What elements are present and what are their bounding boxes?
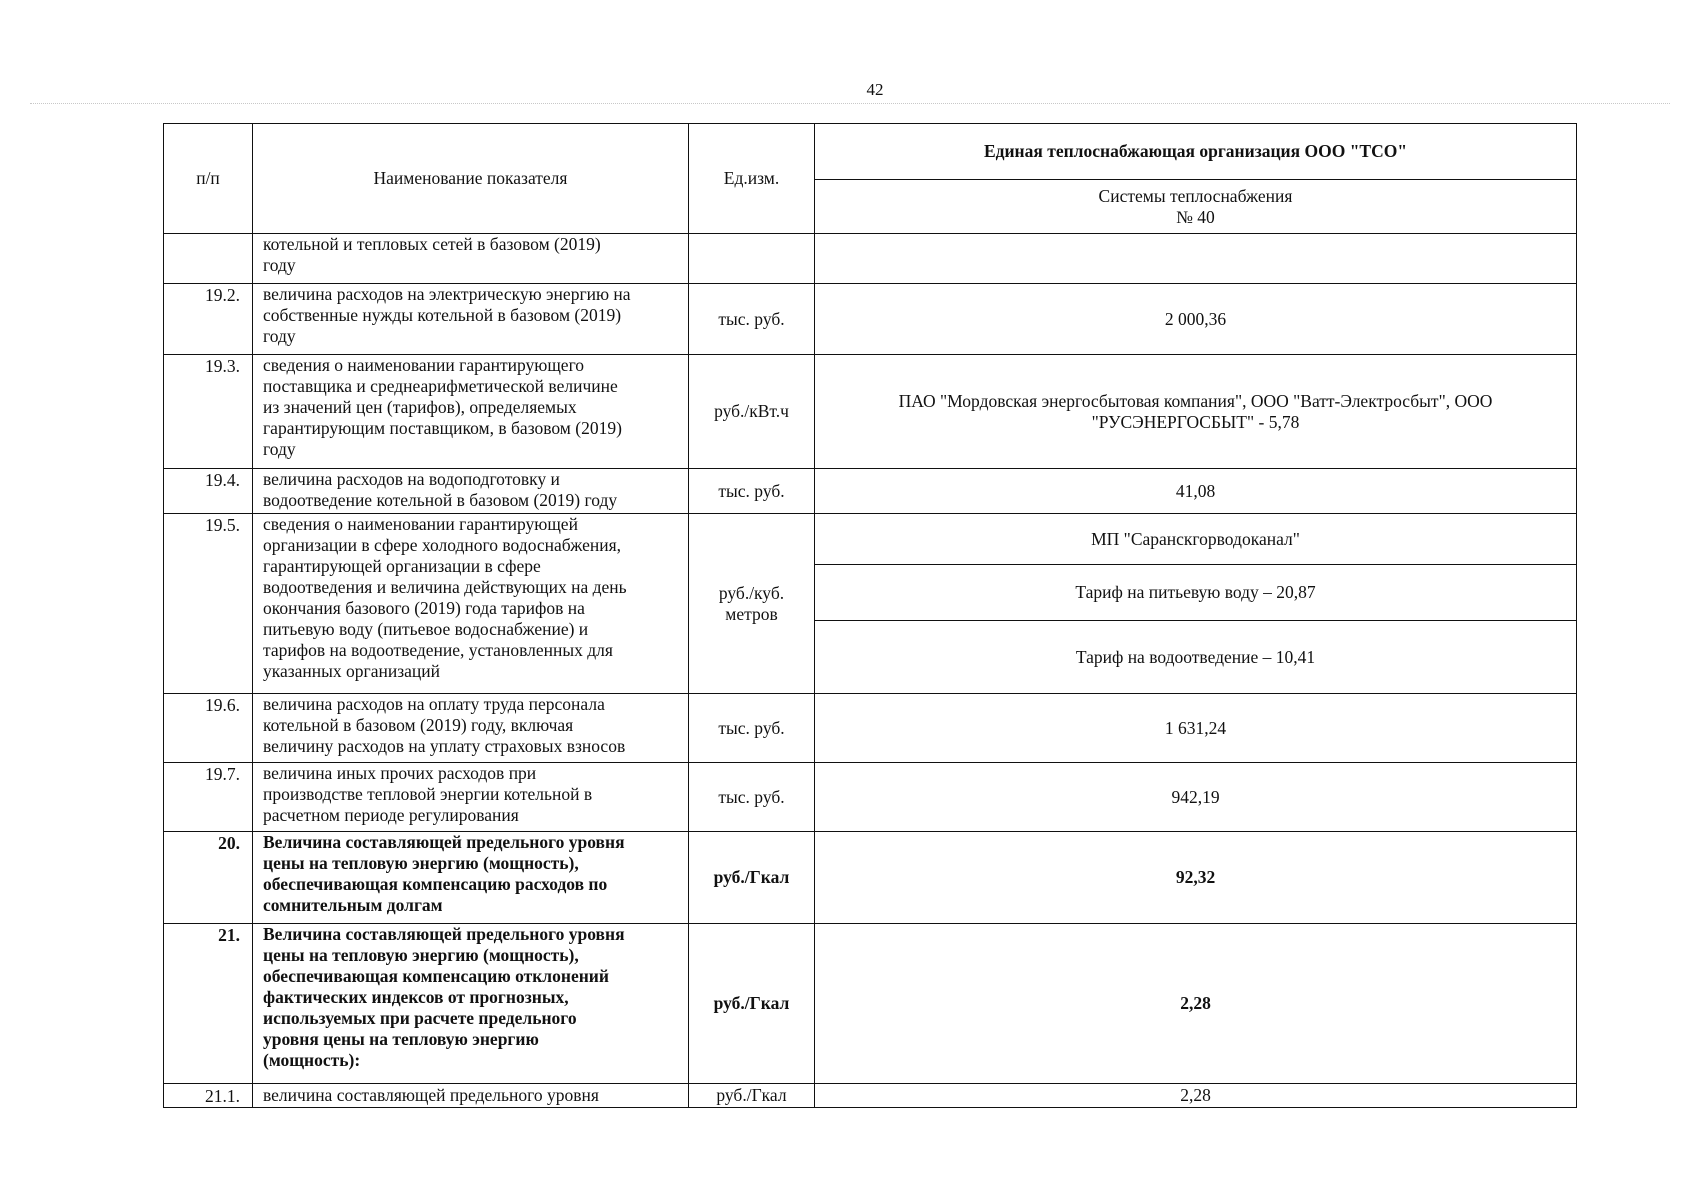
indicator-name-line: организации в сфере холодного водоснабжения, xyxy=(263,535,622,555)
row-indicator-name xyxy=(253,1084,689,1108)
row-unit: тыс. руб. xyxy=(689,763,815,832)
value-line: 1 631,24 xyxy=(1164,717,1227,738)
indicator-name-line: обеспечивающая компенсацию отклонений xyxy=(263,966,609,986)
row-value xyxy=(815,763,1577,832)
indicator-name-line: Величина составляющей предельного уровня xyxy=(263,924,625,944)
indicator-name-line: цены на тепловую энергию (мощность), xyxy=(263,945,579,965)
row-number: 19.4. xyxy=(164,469,253,514)
table-row xyxy=(164,694,1577,763)
row-value xyxy=(815,1084,1577,1108)
indicator-name-line: обеспечивающая компенсацию расходов по xyxy=(263,874,608,894)
row-unit: тыс. руб. xyxy=(689,694,815,763)
header-col-num: п/п xyxy=(164,124,253,234)
row-value xyxy=(815,284,1577,355)
indicator-name-line: водоотведение котельной в базовом (2019) году xyxy=(263,490,618,510)
indicator-name-line: величина составляющей предельного уровня xyxy=(263,1085,599,1105)
row-number: 21.1. xyxy=(164,1084,253,1108)
value-line: 41,08 xyxy=(1175,480,1216,501)
indicator-name-line: году xyxy=(263,255,296,275)
row-unit: тыс. руб. xyxy=(689,284,815,355)
value-line: ПАО "Мордовская энергосбытовая компания", ООО "Ватт-Электросбыт", ООО xyxy=(898,390,1493,411)
row-number: 19.3. xyxy=(164,355,253,469)
row-number: 21. xyxy=(164,924,253,1084)
value-line: 2,28 xyxy=(1180,993,1211,1013)
indicator-name-line: водоотведения и величина действующих на день xyxy=(263,577,627,597)
unit-line: метров xyxy=(725,603,778,624)
indicator-name-line: Величина составляющей предельного уровня xyxy=(263,832,625,852)
indicator-name-line: производстве тепловой энергии котельной в xyxy=(263,784,593,804)
header-row-1 xyxy=(164,124,1577,180)
indicator-name-line: уровня цены на тепловую энергию xyxy=(263,1029,539,1049)
row-value: Тариф на водоотведение – 10,41 xyxy=(815,621,1577,694)
indicator-name-line: году xyxy=(263,326,296,346)
row-number xyxy=(164,234,253,284)
indicator-name-line: питьевую воду (питьевое водоснабжение) и xyxy=(263,619,589,639)
scan-artifact-line xyxy=(30,103,1670,104)
header-col-name: Наименование показателя xyxy=(253,124,689,234)
row-number: 19.6. xyxy=(164,694,253,763)
table-row xyxy=(164,234,1577,284)
table-row xyxy=(164,355,1577,469)
row-number: 20. xyxy=(164,832,253,924)
row-value xyxy=(815,832,1577,924)
indicator-name-line: фактических индексов от прогнозных, xyxy=(263,987,569,1007)
row-number: 19.2. xyxy=(164,284,253,355)
indicator-name-line: сведения о наименовании гарантирующей xyxy=(263,514,578,534)
value-line: 2 000,36 xyxy=(1164,308,1227,329)
page-number: 42 xyxy=(866,80,884,99)
indicator-name-line: используемых при расчете предельного xyxy=(263,1008,577,1028)
row-indicator-name xyxy=(253,924,689,1084)
row-indicator-name xyxy=(253,469,689,514)
table-row xyxy=(164,284,1577,355)
row-indicator-name xyxy=(253,694,689,763)
indicator-name-line: котельной и тепловых сетей в базовом (2019) xyxy=(263,234,601,254)
indicator-name-line: цены на тепловую энергию (мощность), xyxy=(263,853,579,873)
indicator-name-line: расчетном периоде регулирования xyxy=(263,805,519,825)
row-value xyxy=(815,355,1577,469)
indicator-name-line: указанных организаций xyxy=(263,661,440,681)
table-row xyxy=(164,763,1577,832)
header-system-line-2: № 40 xyxy=(1176,206,1215,227)
row-indicator-name xyxy=(253,763,689,832)
row-number: 19.7. xyxy=(164,763,253,832)
indicator-name-line: из значений цен (тарифов), определяемых xyxy=(263,397,577,417)
value-line: "РУСЭНЕРГОСБЫТ" - 5,78 xyxy=(1091,411,1300,432)
row-unit: руб./Гкал xyxy=(689,1084,815,1108)
indicator-name-line: (мощность): xyxy=(263,1050,361,1070)
indicator-name-line: величину расходов на уплату страховых взносов xyxy=(263,736,626,756)
row-value xyxy=(815,694,1577,763)
indicator-name-line: величина расходов на электрическую энергию на xyxy=(263,284,631,304)
row-unit xyxy=(689,514,815,694)
row-value xyxy=(815,234,1577,284)
row-number: 19.5. xyxy=(164,514,253,694)
header-col-unit: Ед.изм. xyxy=(689,124,815,234)
row-value xyxy=(815,924,1577,1084)
indicator-name-line: гарантирующим поставщиком, в базовом (2019) xyxy=(263,418,622,438)
row-unit: руб./кВт.ч xyxy=(689,355,815,469)
table-row xyxy=(164,514,1577,565)
indicator-name-line: величина расходов на оплату труда персонала xyxy=(263,694,605,714)
table-body xyxy=(164,234,1577,1108)
row-indicator-name xyxy=(253,832,689,924)
table-row xyxy=(164,1084,1577,1108)
indicator-name-line: году xyxy=(263,439,296,459)
row-value: Тариф на питьевую воду – 20,87 xyxy=(815,565,1577,621)
indicator-name-line: гарантирующей организации в сфере xyxy=(263,556,541,576)
table-row xyxy=(164,924,1577,1084)
indicator-name-line: котельной в базовом (2019) году, включая xyxy=(263,715,574,735)
row-indicator-name xyxy=(253,514,689,694)
indicator-name-line: поставщика и среднеарифметической величине xyxy=(263,376,618,396)
row-unit xyxy=(689,234,815,284)
indicator-name-line: сведения о наименовании гарантирующего xyxy=(263,355,585,375)
table-row xyxy=(164,469,1577,514)
row-unit: руб./Гкал xyxy=(689,924,815,1084)
header-system xyxy=(815,180,1577,234)
header-org-title: Единая теплоснабжающая организация ООО "ТСО" xyxy=(815,124,1577,180)
row-value xyxy=(815,469,1577,514)
value-line: 2,28 xyxy=(1180,1085,1211,1105)
row-indicator-name xyxy=(253,355,689,469)
unit-line: руб./куб. xyxy=(718,582,785,603)
indicator-name-line: тарифов на водоотведение, установленных для xyxy=(263,640,613,660)
table-row xyxy=(164,832,1577,924)
indicator-name-line: сомнительным долгам xyxy=(263,895,443,915)
row-indicator-name xyxy=(253,284,689,355)
indicator-name-line: величина иных прочих расходов при xyxy=(263,763,537,783)
indicator-name-line: окончания базового (2019) года тарифов на xyxy=(263,598,585,618)
row-unit: руб./Гкал xyxy=(689,832,815,924)
header-system-line-1: Системы теплоснабжения xyxy=(1098,185,1293,206)
row-value: МП "Саранскгорводоканал" xyxy=(815,514,1577,565)
indicator-name-line: величина расходов на водоподготовку и xyxy=(263,469,560,489)
row-unit: тыс. руб. xyxy=(689,469,815,514)
tariff-table xyxy=(163,123,1577,1108)
value-line: 942,19 xyxy=(1171,786,1220,807)
row-indicator-name xyxy=(253,234,689,284)
value-line: 92,32 xyxy=(1175,867,1216,887)
indicator-name-line: собственные нужды котельной в базовом (2019) xyxy=(263,305,622,325)
